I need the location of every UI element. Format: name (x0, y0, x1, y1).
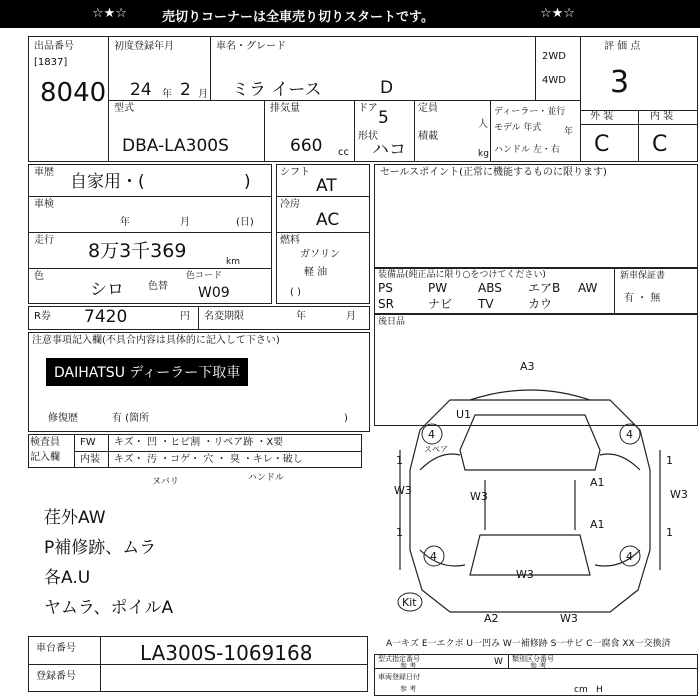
remark-line: 各A.U (44, 568, 91, 588)
damage-mark: 1 (666, 454, 673, 467)
damage-mark: スペア (424, 445, 448, 454)
later-items-label: 後日品 (378, 317, 406, 327)
equipment-item: エアB (528, 281, 561, 295)
rating-label: 評 価 点 (604, 41, 641, 52)
equipment-label: 装備品(純正品に限り○をつけてください) (378, 270, 546, 280)
shift-value: AT (316, 176, 337, 196)
fuel-gas: ガソリン (300, 249, 340, 260)
first-reg-label: 初度登録年月 (114, 41, 174, 52)
car-name: ミラ イース (232, 80, 322, 100)
damage-mark: 1 (666, 526, 673, 539)
damage-legend: A一キズ E一エクボ U一凹み W一補修跡 S一サビ C一腐食 XX一交換済 (386, 639, 671, 649)
name-change-label: 名変期限 (204, 311, 244, 322)
remark-line: 荏外AW (44, 508, 106, 528)
interior-grade: C (652, 132, 668, 157)
inspection-day: (日) (236, 217, 254, 228)
damage-mark: 4 (626, 428, 633, 441)
name-change-year: 年 (296, 311, 306, 322)
bottom-cm: cm (574, 685, 588, 695)
inspector-label-2: 記入欄 (30, 452, 60, 463)
dealer-badge: DAIHATSU ディーラー下取車 (46, 358, 248, 386)
history-value: 自家用・( (70, 172, 145, 192)
inspection-month: 月 (180, 217, 190, 228)
car-diagram (380, 360, 700, 630)
drive-2wd: 2WD (542, 51, 566, 62)
sales-label: セールスポイント(正常に機能するものに限ります) (380, 167, 607, 178)
damage-mark: W3 (516, 568, 534, 581)
remark-line: P補修跡、ムラ (44, 538, 157, 558)
bottom-f3b: 参 考 (530, 662, 547, 670)
chassis-label: 車台番号 (36, 643, 76, 654)
doors-label: ドア (358, 103, 378, 114)
grade: D (380, 78, 394, 98)
person-unit: 人 (478, 119, 488, 130)
inspection-year: 年 (120, 217, 130, 228)
year-unit-2: 年 (564, 127, 574, 137)
equipment-item: SR (378, 297, 394, 311)
model-year-label: モデル 年式 (494, 123, 542, 133)
notes-label: 注意事項記入欄(不具合内容は具体的に記入して下さい) (32, 335, 280, 346)
mileage-value: 8万3千369 (88, 240, 187, 262)
fuel-label: 燃料 (280, 235, 300, 246)
bottom-f1: 型式指定番号 (378, 655, 420, 663)
bottom-f5: H (596, 685, 603, 695)
lot-number: 8040 (40, 78, 107, 108)
fw-items: キズ・ 凹 ・ヒビ割 ・リペア跡 ・X要 (114, 437, 284, 448)
registration-label: 登録番号 (36, 671, 76, 682)
load-label: 積載 (418, 131, 438, 142)
displacement-value: 660 (290, 136, 323, 156)
capacity-label: 定員 (418, 103, 438, 114)
lot-label: 出品番号 (34, 41, 74, 52)
damage-mark: 4 (430, 550, 437, 563)
history-paren: ) (244, 172, 251, 192)
interior-items: キズ・ 汚 ・コゲ・ 穴 ・ 臭 ・キレ・破し (114, 454, 303, 465)
interior-label: 内 装 (650, 111, 674, 122)
cc-unit: cc (338, 147, 349, 158)
interior-label-row: 内装 (80, 454, 100, 465)
equipment-item: TV (478, 297, 494, 311)
damage-mark: W3 (394, 484, 412, 497)
equipment-item: PS (378, 281, 393, 295)
equipment-item: カウ (528, 297, 553, 311)
bottom-f4b: 参 考 (400, 685, 417, 693)
damage-mark: 4 (428, 428, 435, 441)
note-b: ハンドル (248, 473, 285, 483)
color-value: シロ (90, 280, 124, 300)
handle-label: ハンドル 左・右 (494, 145, 560, 155)
bottom-f2: W (494, 657, 503, 667)
repair-value: 有 (箇所 (112, 413, 150, 424)
car-name-label: 車名・グレード (216, 41, 286, 52)
exterior-label: 外 装 (590, 111, 614, 122)
km-unit: km (226, 257, 240, 267)
remark-line: ヤムラ、ポイルA (44, 598, 174, 618)
banner-stars-left: ☆★☆ (92, 6, 127, 21)
damage-mark: 1 (396, 526, 403, 539)
chassis-value: LA300S-1069168 (140, 641, 313, 665)
equipment-item: AW (578, 281, 598, 295)
mileage-label: 走行 (34, 235, 54, 246)
bottom-f3: 類別区分番号 (512, 655, 554, 663)
exterior-grade: C (594, 132, 610, 157)
damage-mark: W3 (670, 488, 688, 501)
warranty-value: 有 ・ 無 (624, 293, 661, 304)
recycle-row (28, 306, 370, 330)
damage-mark: U1 (456, 408, 472, 421)
note-a: ヌバリ (152, 477, 179, 487)
model-value: DBA-LA300S (122, 136, 229, 156)
color-code-value: W09 (198, 285, 230, 301)
fuel-diesel: 軽 油 (304, 267, 328, 278)
equipment-item: ABS (478, 281, 502, 295)
color-code-label: 色コード (186, 271, 223, 281)
doors-value: 5 (378, 108, 389, 128)
bottom-f4: 車両登録日付 (378, 673, 420, 681)
fuel-other: ( ) (290, 287, 301, 298)
kg-unit: kg (478, 149, 489, 159)
lot-small: [1837] (34, 57, 68, 68)
bottom-f1b: 参 考 (400, 662, 417, 670)
year-unit: 年 (162, 89, 172, 100)
shift-label: シフト (280, 167, 310, 178)
banner-stars-right: ☆★☆ (540, 6, 575, 21)
damage-mark: A1 (590, 476, 605, 489)
first-reg-month: 2 (180, 80, 191, 100)
ac-value: AC (316, 210, 340, 230)
color-label: 色 (34, 271, 44, 282)
damage-mark: W3 (560, 612, 578, 625)
damage-mark: A3 (520, 360, 535, 373)
recycle-label: R券 (34, 311, 51, 322)
recycle-value: 7420 (84, 307, 128, 327)
name-change-month: 月 (346, 311, 356, 322)
dealer-label: ディーラー・並行 (494, 107, 566, 117)
drive-4wd: 4WD (542, 75, 566, 86)
color-change-label: 色替 (148, 281, 168, 292)
ac-label: 冷房 (280, 199, 300, 210)
damage-mark: 4 (626, 550, 633, 563)
recycle-unit: 円 (180, 311, 190, 322)
repair-label: 修復歴 (48, 413, 78, 424)
equipment-item: ナビ (428, 297, 453, 311)
damage-mark: A2 (484, 612, 499, 625)
damage-mark: W3 (470, 490, 488, 503)
inspector-label-1: 検査員 (30, 437, 60, 448)
equipment-item: PW (428, 281, 448, 295)
repair-close: ) (344, 413, 348, 424)
history-label: 車歴 (34, 167, 54, 178)
shape-label: 形状 (358, 131, 378, 142)
model-label: 型式 (114, 103, 134, 114)
damage-mark: 1 (396, 454, 403, 467)
inspection-label: 車検 (34, 199, 54, 210)
sales-block (374, 164, 698, 268)
damage-mark: A1 (590, 518, 605, 531)
rating-value: 3 (610, 65, 630, 100)
fw-label: FW (80, 437, 96, 448)
shape-value: ハコ (372, 140, 406, 160)
first-reg-year: 24 (130, 80, 152, 100)
damage-mark: Kit (402, 596, 417, 609)
warranty-label: 新車保証書 (620, 271, 666, 281)
displacement-label: 排気量 (270, 103, 300, 114)
top-banner (0, 0, 700, 28)
month-unit: 月 (198, 89, 208, 100)
banner-text: 売切りコーナーは全車売り切りスタートです。 (162, 10, 434, 25)
